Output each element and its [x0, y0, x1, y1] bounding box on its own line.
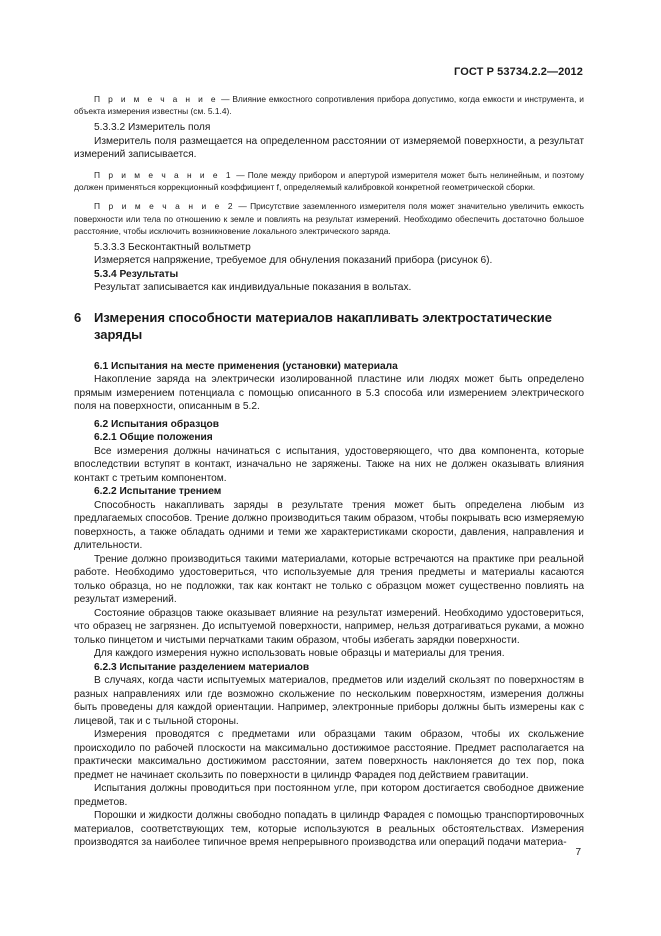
paragraph-6-2-2-c: Состояние образцов также оказывает влияние на результат измерений. Необходимо удостовериться, что образец не загрязнен. До испытуемой поверхности, например, нельзя дотрагиваться руками, а можно только пинцетом и чистыми перчатками таким образом, чтобы избегать зарядки поверхности. [74, 607, 584, 646]
heading-6-2-1: 6.2.1 Общие положения [94, 432, 213, 444]
heading-6-2-2: 6.2.2 Испытание трением [94, 486, 222, 498]
note-1 [74, 169, 584, 193]
section-6-heading [74, 309, 584, 343]
note-label: П р и м е ч а н и е 1 [94, 169, 234, 180]
section-number: 6 [74, 309, 82, 325]
paragraph-6-2-3-a: В случаях, когда части испытуемых материалов, предметов или изделий скользят по поверхностям в разных направлениях или где возможно скольжение по нескольким поверхностям, измерения должны быть проведены для каждой ориентации. Например, электронные приборы должны быть измерены как с лицевой, так и с тыльной стороны. [74, 675, 584, 727]
heading-6-2: 6.2 Испытания образцов [94, 418, 220, 430]
paragraph-6-2-1: Все измерения должны начинаться с испытания, удостоверяющего, что два компонента, которые впоследствии вступят в контакт, изначально не заряжены. Также на них не должен оказывать влияния контакт с третьим компонентом. [74, 445, 584, 484]
paragraph-5-3-4: Результат записывается как индивидуальные показания в вольтах. [94, 282, 412, 294]
note-text: — Присутствие заземленного измерителя поля может значительно увеличить емкость поверхности или тела по отношению к земле и повлиять на результат измерений. Необходимо обеспечить достаточно большое расстояние, чтобы исключить возникновение локального электрического заряда. [74, 201, 584, 236]
note-capacitance [74, 93, 584, 117]
paragraph-6-1: Накопление заряда на электрически изолированной пластине или людях может быть определено прямым измерением потенциала с помощью описанного в 5.3 способа или измерением электрического поля на поверхности, описанным в 5.2. [74, 374, 584, 413]
note-text: — Поле между прибором и апертурой измерителя может быть нелинейным, и поэтому должен применяться коррекционный коэффициент f, определяемый калибровкой конкретной геометрической сборки. [74, 169, 584, 193]
heading-5-3-3-3: 5.3.3.3 Бесконтактный вольтметр [94, 241, 251, 253]
heading-5-3-3-2: 5.3.3.2 Измеритель поля [94, 122, 211, 134]
note-label: П р и м е ч а н и е [94, 94, 219, 104]
paragraph-5-3-3-3: Измеряется напряжение, требуемое для обнуления показаний прибора (рисунок 6). [94, 255, 493, 267]
standard-header: ГОСТ Р 53734.2.2—2012 [454, 66, 583, 78]
paragraph-5-3-3-2: Измеритель поля размещается на определенном расстоянии от измеряемой поверхности, а результат измерений записывается. [74, 135, 584, 161]
paragraph-6-2-2-d: Для каждого измерения нужно использовать новые образцы и материалы для трения. [94, 648, 505, 660]
heading-6-1: 6.1 Испытания на месте применения (установки) материала [94, 360, 398, 372]
note-text: — Влияние емкостного сопротивления прибора допустимо, когда емкости и инструмента, и объекта измерения известны (см. 5.1.4). [74, 94, 584, 117]
paragraph-6-2-3-c: Испытания должны проводиться при постоянном угле, при котором достигается свободное движение предметов. [74, 783, 584, 808]
heading-5-3-4: 5.3.4 Результаты [94, 268, 179, 280]
heading-6-2-3: 6.2.3 Испытание разделением материалов [94, 661, 310, 673]
page-content [74, 93, 584, 850]
page-number: 7 [575, 847, 581, 858]
paragraph-6-2-3-b: Измерения проводятся с предметами или образцами таким образом, чтобы их скольжение происходило по рабочей плоскости на максимально достижимое расстояние. Предмет располагается на практически максимально достижимом расстоянии, затем поверхность наклоняется до тех пор, пока предмет не начинает скользить по поверхности в цилиндр Фарадея под действием гравитации. [74, 729, 584, 781]
section-title: Измерения способности материалов накапливать электростатические заряды [94, 309, 552, 342]
paragraph-6-2-2-b: Трение должно производиться такими материалами, которые встречаются на практике при реальной работе. Необходимо удостовериться, что используемые для трения предметы и материалы касаются только образца, но не подложки, так как контакт не только с образцом может существенно повлиять на результат измерений. [74, 553, 584, 606]
note-label: П р и м е ч а н и е 2 [94, 201, 236, 212]
paragraph-6-2-2-a: Способность накапливать заряды в результате трения может быть определена любым из предлагаемых способов. Трение должно производиться таким образом, чтобы покрывать всю измеряемую поверхность, а также обладать одними и теми же характеристиками скорости, давления, направления и длительности. [74, 499, 584, 552]
note-2 [74, 200, 584, 237]
paragraph-6-2-3-d: Порошки и жидкости должны свободно попадать в цилиндр Фарадея с помощью транспортировочных материалов, соответствующих тем, которые используются в реальных обстоятельствах. Измерения производятся за наиболее типичное время непрерывного производства или операций подачи материа- [74, 810, 584, 849]
